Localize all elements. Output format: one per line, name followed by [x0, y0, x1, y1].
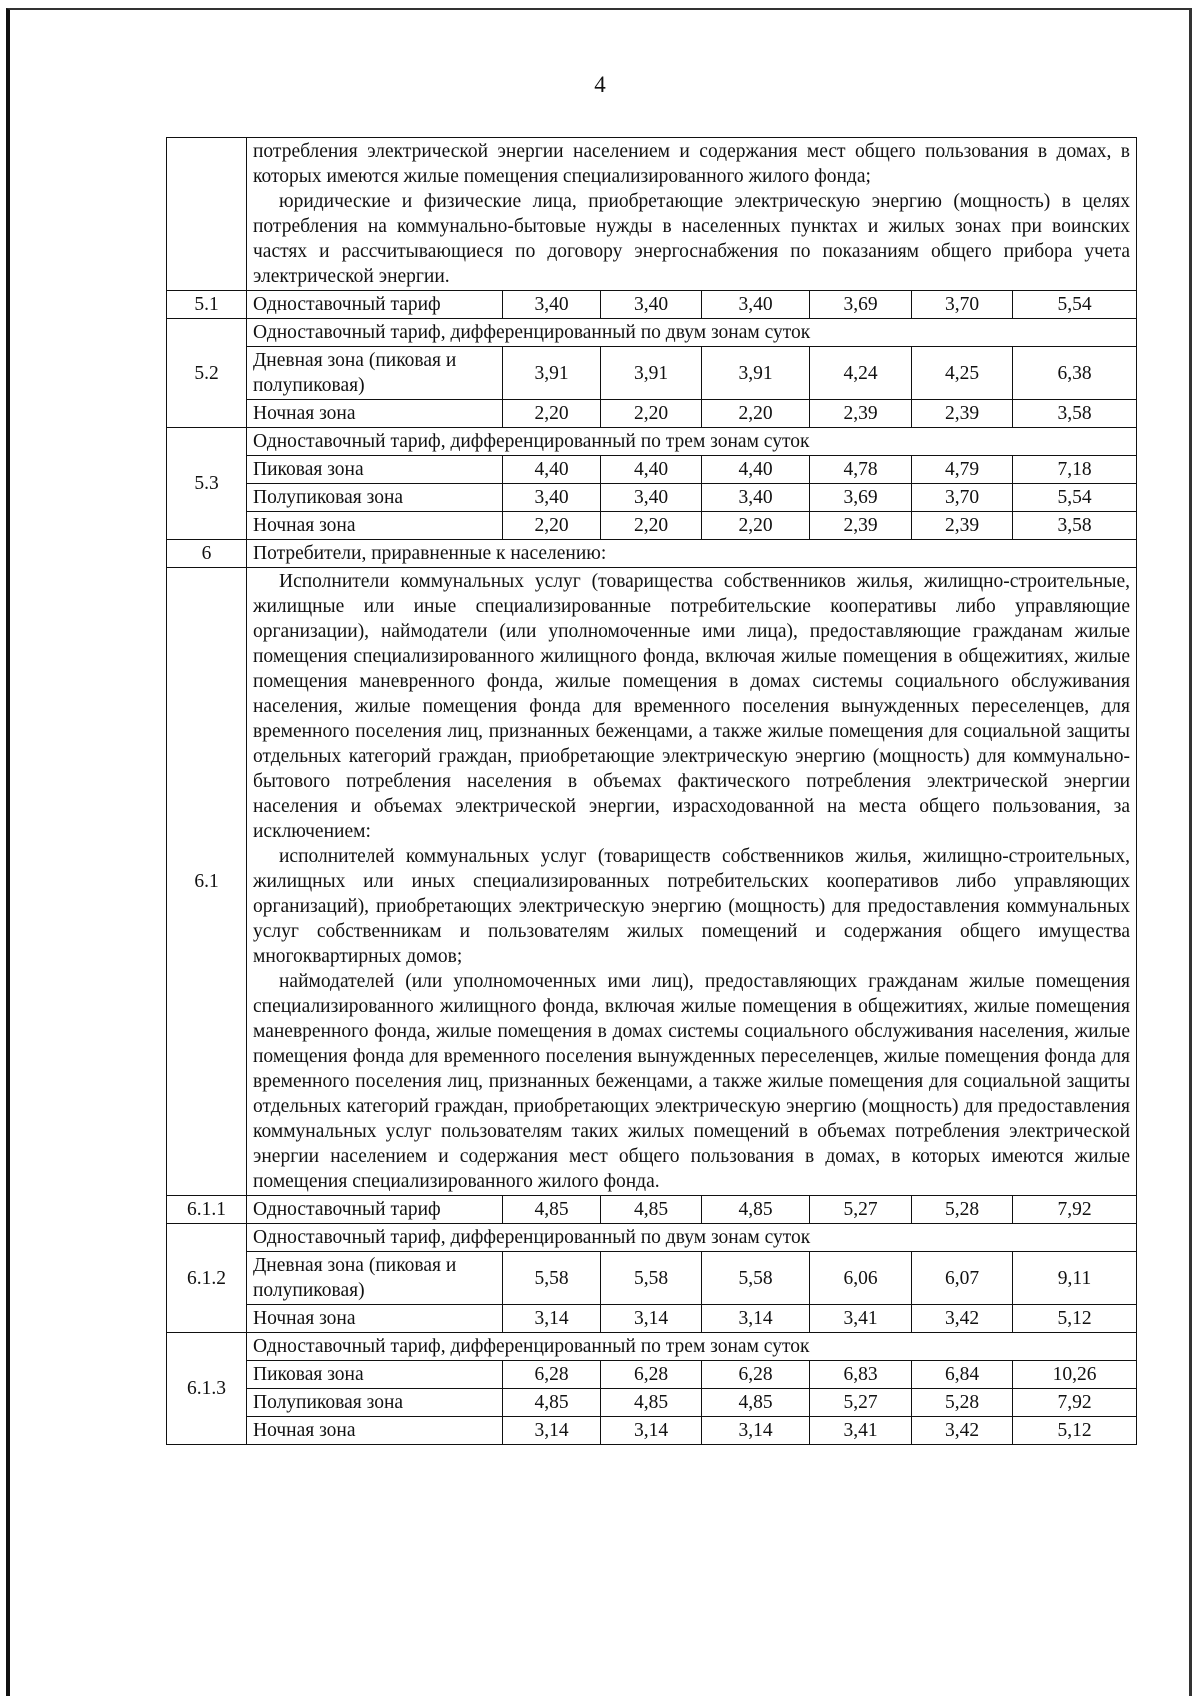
tariff-value: 3,91 — [702, 347, 810, 400]
row-6-1 — [167, 568, 1137, 1196]
tariff-name: Одноставочный тариф — [247, 291, 503, 319]
description-paragraph: исполнителей коммунальных услуг (товариществ собственников жилья, жилищно-строительных, жилищных или иных специализированных потребительских кооперативов либо управляющих организаций), приобретающих электрическую энергию (мощность) для предоставления коммунальных услуг собственникам и пользователям жилых помещений и содержания общего имущества многоквартирных домов; — [253, 846, 1131, 967]
tariff-value: 3,58 — [1013, 400, 1137, 428]
tariff-value: 3,69 — [810, 291, 912, 319]
row-5-2-day — [167, 347, 1137, 400]
tariff-value: 3,14 — [503, 1305, 601, 1333]
tariff-value: 3,40 — [601, 291, 702, 319]
description-paragraph: наймодателей (или уполномоченных ими лиц), предоставляющих гражданам жилые помещения специализированного жилищного фонда, включая жилые помещения в общежитиях, жилые помещения маневренного фонда, жилые помещения в домах системы социального обслуживания населения, жилые помещения фонда для временного поселения вынужденных переселенцев, жилые помещения фонда для временного поселения лиц, признанных беженцами, а также жилые помещения для социальной защиты отдельных категорий граждан, приобретающих электрическую энергию (мощность) для предоставления коммунальных услуг пользователям таких жилых помещений в объемах потребления электрической энергии населением и содержания мест общего пользования в домах, в которых имеются жилые помещения специализированного жилого фонда. — [253, 971, 1131, 1192]
tariff-value: 2,20 — [702, 512, 810, 540]
description-cell — [247, 138, 1137, 291]
row-5-3-semipeak — [167, 484, 1137, 512]
row-number: 5.1 — [167, 291, 247, 319]
tariff-value: 4,85 — [503, 1389, 601, 1417]
tariff-value: 5,28 — [912, 1196, 1013, 1224]
tariff-value: 2,20 — [503, 512, 601, 540]
tariff-value: 6,28 — [601, 1361, 702, 1389]
tariff-value: 3,40 — [702, 291, 810, 319]
row-number: 6.1 — [167, 568, 247, 1196]
row-number: 6.1.2 — [167, 1224, 247, 1333]
tariff-value: 3,42 — [912, 1305, 1013, 1333]
zone-name: Дневная зона (пиковая и полупиковая) — [247, 1252, 503, 1305]
tariff-value: 3,91 — [503, 347, 601, 400]
tariff-value: 3,40 — [702, 484, 810, 512]
tariff-value: 3,70 — [912, 291, 1013, 319]
tariff-value: 4,85 — [601, 1196, 702, 1224]
zone-name: Дневная зона (пиковая и полупиковая) — [247, 347, 503, 400]
tariff-value: 4,85 — [702, 1389, 810, 1417]
zone-name: Полупиковая зона — [247, 484, 503, 512]
tariff-value: 7,92 — [1013, 1196, 1137, 1224]
row-5-3-night — [167, 512, 1137, 540]
tariff-value: 2,39 — [810, 512, 912, 540]
row-5-3-peak — [167, 456, 1137, 484]
description-paragraph: юридические и физические лица, приобретающие электрическую энергию (мощность) в целях потребления на коммунально-бытовые нужды в населенных пунктах и жилых зонах при воинских частях и рассчитывающиеся по договору энергоснабжения по показаниям общего прибора учета электрической энергии. — [253, 191, 1131, 287]
tariff-value: 4,25 — [912, 347, 1013, 400]
tariff-value: 6,38 — [1013, 347, 1137, 400]
tariff-value: 7,18 — [1013, 456, 1137, 484]
tariff-value: 3,14 — [601, 1305, 702, 1333]
tariff-value: 10,26 — [1013, 1361, 1137, 1389]
zone-name: Ночная зона — [247, 512, 503, 540]
tariff-table — [166, 137, 1137, 1445]
row-number: 6 — [167, 540, 247, 568]
tariff-value: 7,92 — [1013, 1389, 1137, 1417]
tariff-value: 6,28 — [702, 1361, 810, 1389]
tariff-value: 4,79 — [912, 456, 1013, 484]
tariff-value: 3,14 — [601, 1417, 702, 1445]
description-cell — [247, 568, 1137, 1196]
subsection-header: Одноставочный тариф, дифференцированный по трем зонам суток — [247, 428, 1137, 456]
tariff-value: 4,85 — [702, 1196, 810, 1224]
tariff-value: 3,41 — [810, 1305, 912, 1333]
zone-name: Полупиковая зона — [247, 1389, 503, 1417]
subsection-header: Одноставочный тариф, дифференцированный по двум зонам суток — [247, 319, 1137, 347]
tariff-value: 3,14 — [702, 1305, 810, 1333]
tariff-value: 5,54 — [1013, 291, 1137, 319]
tariff-value: 3,69 — [810, 484, 912, 512]
tariff-value: 5,12 — [1013, 1305, 1137, 1333]
section-title: Потребители, приравненные к населению: — [247, 540, 1137, 568]
zone-name: Пиковая зона — [247, 456, 503, 484]
tariff-value: 2,39 — [810, 400, 912, 428]
row-number: 5.2 — [167, 319, 247, 428]
zone-name: Ночная зона — [247, 400, 503, 428]
tariff-value: 5,27 — [810, 1389, 912, 1417]
tariff-value: 6,28 — [503, 1361, 601, 1389]
row-number: 6.1.1 — [167, 1196, 247, 1224]
tariff-value: 2,39 — [912, 512, 1013, 540]
row-6-1-1 — [167, 1196, 1137, 1224]
page-number: 4 — [594, 72, 606, 97]
tariff-value: 6,83 — [810, 1361, 912, 1389]
row-number-cell — [167, 138, 247, 291]
zone-name: Ночная зона — [247, 1305, 503, 1333]
tariff-value: 3,58 — [1013, 512, 1137, 540]
row-5-1 — [167, 291, 1137, 319]
row-6-1-3-peak — [167, 1361, 1137, 1389]
tariff-value: 4,85 — [601, 1389, 702, 1417]
zone-name: Пиковая зона — [247, 1361, 503, 1389]
tariff-value: 4,40 — [702, 456, 810, 484]
tariff-value: 5,12 — [1013, 1417, 1137, 1445]
tariff-value: 2,20 — [702, 400, 810, 428]
row-5-3-header — [167, 428, 1137, 456]
zone-name: Ночная зона — [247, 1417, 503, 1445]
tariff-value: 3,91 — [601, 347, 702, 400]
subsection-header: Одноставочный тариф, дифференцированный по двум зонам суток — [247, 1224, 1137, 1252]
tariff-value: 3,40 — [503, 484, 601, 512]
row-6-1-2-header — [167, 1224, 1137, 1252]
tariff-value: 2,20 — [601, 512, 702, 540]
tariff-value: 5,58 — [503, 1252, 601, 1305]
row-number: 5.3 — [167, 428, 247, 540]
subsection-header: Одноставочный тариф, дифференцированный по трем зонам суток — [247, 1333, 1137, 1361]
tariff-value: 3,14 — [503, 1417, 601, 1445]
tariff-value: 4,24 — [810, 347, 912, 400]
tariff-value: 3,42 — [912, 1417, 1013, 1445]
description-paragraph: Исполнители коммунальных услуг (товарищества собственников жилья, жилищно-строительные, жилищные или иные специализированные потребительские кооперативы либо управляющие организации), наймодатели (или уполномоченные ими лица), предоставляющие гражданам жилые помещения специализированного жилищного фонда, включая жилые помещения в общежитиях, жилые помещения маневренного фонда, жилые помещения в домах системы социального обслуживания населения, жилые помещения фонда для временного поселения вынужденных переселенцев, для временного поселения лиц, признанных беженцами, а также жилые помещения для социальной защиты отдельных категорий граждан, приобретающие электрическую энергию (мощность) для коммунально-бытового потребления населения в объемах фактического потребления электрической энергии населения и объемах электрической энергии, израсходованной на места общего пользования, за исключением: — [253, 571, 1131, 842]
tariff-value: 3,41 — [810, 1417, 912, 1445]
row-5-intro — [167, 138, 1137, 291]
row-6-1-3-night — [167, 1417, 1137, 1445]
description-paragraph: потребления электрической энергии населением и содержания мест общего пользования в домах, в которых имеются жилые помещения специализированного жилого фонда; — [253, 141, 1131, 187]
tariff-value: 2,39 — [912, 400, 1013, 428]
tariff-name: Одноставочный тариф — [247, 1196, 503, 1224]
tariff-value: 5,27 — [810, 1196, 912, 1224]
tariff-value: 4,85 — [503, 1196, 601, 1224]
row-6-1-2-day — [167, 1252, 1137, 1305]
row-number: 6.1.3 — [167, 1333, 247, 1445]
tariff-value: 3,40 — [503, 291, 601, 319]
tariff-value: 3,40 — [601, 484, 702, 512]
tariff-value: 5,54 — [1013, 484, 1137, 512]
row-6-1-2-night — [167, 1305, 1137, 1333]
row-5-2-header — [167, 319, 1137, 347]
tariff-value: 2,20 — [601, 400, 702, 428]
tariff-value: 5,58 — [601, 1252, 702, 1305]
row-6-1-3-semipeak — [167, 1389, 1137, 1417]
tariff-value: 4,40 — [601, 456, 702, 484]
tariff-value: 5,58 — [702, 1252, 810, 1305]
tariff-value: 3,14 — [702, 1417, 810, 1445]
tariff-value: 9,11 — [1013, 1252, 1137, 1305]
tariff-value: 3,70 — [912, 484, 1013, 512]
row-6 — [167, 540, 1137, 568]
row-6-1-3-header — [167, 1333, 1137, 1361]
tariff-value: 5,28 — [912, 1389, 1013, 1417]
tariff-value: 6,06 — [810, 1252, 912, 1305]
row-5-2-night — [167, 400, 1137, 428]
tariff-value: 6,07 — [912, 1252, 1013, 1305]
tariff-value: 4,78 — [810, 456, 912, 484]
tariff-value: 6,84 — [912, 1361, 1013, 1389]
tariff-value: 2,20 — [503, 400, 601, 428]
tariff-value: 4,40 — [503, 456, 601, 484]
